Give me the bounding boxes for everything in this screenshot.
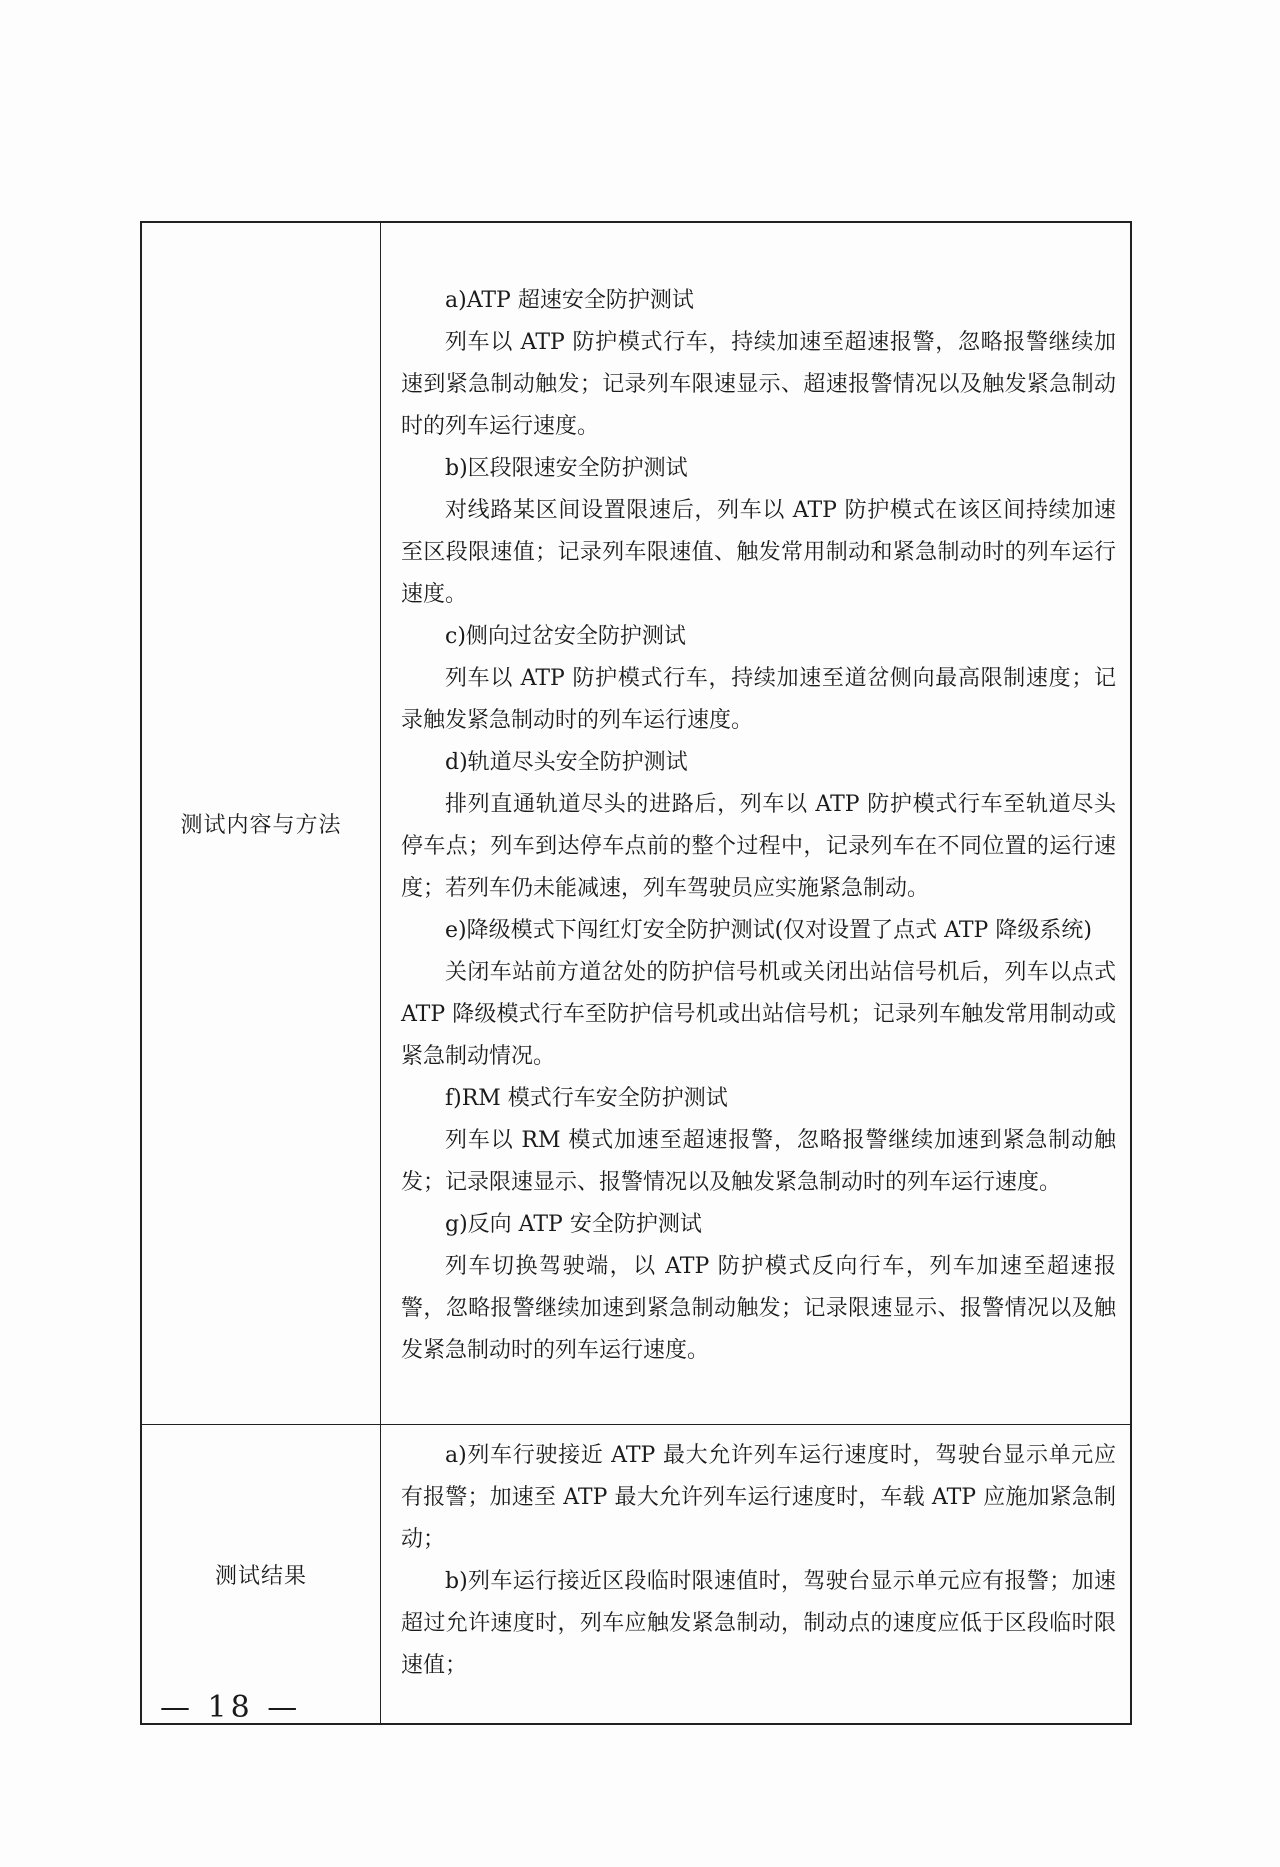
table-row-methods	[141, 222, 1131, 1425]
test-spec-table	[140, 221, 1132, 1725]
methods-paragraph-e: 关闭车站前方道岔处的防护信号机或关闭出站信号机后，列车以点式 ATP 降级模式行车至防护信号机或出站信号机；记录列车触发常用制动或紧急制动情况。	[401, 959, 1116, 1069]
methods-heading-c: c)侧向过岔安全防护测试	[445, 623, 686, 649]
table-row-results	[141, 1425, 1131, 1725]
methods-heading-f: f)RM 模式行车安全防护测试	[445, 1085, 728, 1111]
methods-heading-a: a)ATP 超速安全防护测试	[445, 287, 694, 313]
methods-paragraph-c: 列车以 ATP 防护模式行车，持续加速至道岔侧向最高限制速度；记录触发紧急制动时的列车运行速度。	[401, 665, 1116, 733]
methods-heading-d: d)轨道尽头安全防护测试	[445, 749, 688, 775]
methods-paragraph-a: 列车以 ATP 防护模式行车，持续加速至超速报警，忽略报警继续加速到紧急制动触发；记录列车限速显示、超速报警情况以及触发紧急制动时的列车运行速度。	[401, 329, 1116, 439]
methods-paragraph-b: 对线路某区间设置限速后，列车以 ATP 防护模式在该区间持续加速至区段限速值；记录列车限速值、触发常用制动和紧急制动时的列车运行速度。	[401, 497, 1116, 607]
methods-paragraph-g: 列车切换驾驶端，以 ATP 防护模式反向行车，列车加速至超速报警，忽略报警继续加速到紧急制动触发；记录限速显示、报警情况以及触发紧急制动时的列车运行速度。	[401, 1253, 1116, 1363]
row-label-results: 测试结果	[141, 1425, 381, 1725]
methods-heading-g: g)反向 ATP 安全防护测试	[445, 1211, 702, 1237]
row-content-methods	[381, 222, 1132, 1425]
results-paragraph-a: a)列车行驶接近 ATP 最大允许列车运行速度时，驾驶台显示单元应有报警；加速至 ATP 最大允许列车运行速度时，车载 ATP 应施加紧急制动；	[401, 1443, 1116, 1552]
page-number: — 18 —	[160, 1690, 302, 1725]
methods-heading-b: b)区段限速安全防护测试	[445, 455, 688, 481]
row-label-methods: 测试内容与方法	[141, 222, 381, 1425]
methods-paragraph-f: 列车以 RM 模式加速至超速报警，忽略报警继续加速到紧急制动触发；记录限速显示、报警情况以及触发紧急制动时的列车运行速度。	[401, 1127, 1116, 1195]
methods-paragraph-d: 排列直通轨道尽头的进路后，列车以 ATP 防护模式行车至轨道尽头停车点；列车到达停车点前的整个过程中，记录列车在不同位置的运行速度；若列车仍未能减速，列车驾驶员应实施紧急制动。	[401, 791, 1116, 901]
methods-heading-e: e)降级模式下闯红灯安全防护测试(仅对设置了点式 ATP 降级系统)	[445, 917, 1092, 943]
row-content-results	[381, 1425, 1132, 1725]
results-paragraph-b: b)列车运行接近区段临时限速值时，驾驶台显示单元应有报警；加速超过允许速度时，列车应触发紧急制动，制动点的速度应低于区段临时限速值；	[401, 1569, 1116, 1678]
